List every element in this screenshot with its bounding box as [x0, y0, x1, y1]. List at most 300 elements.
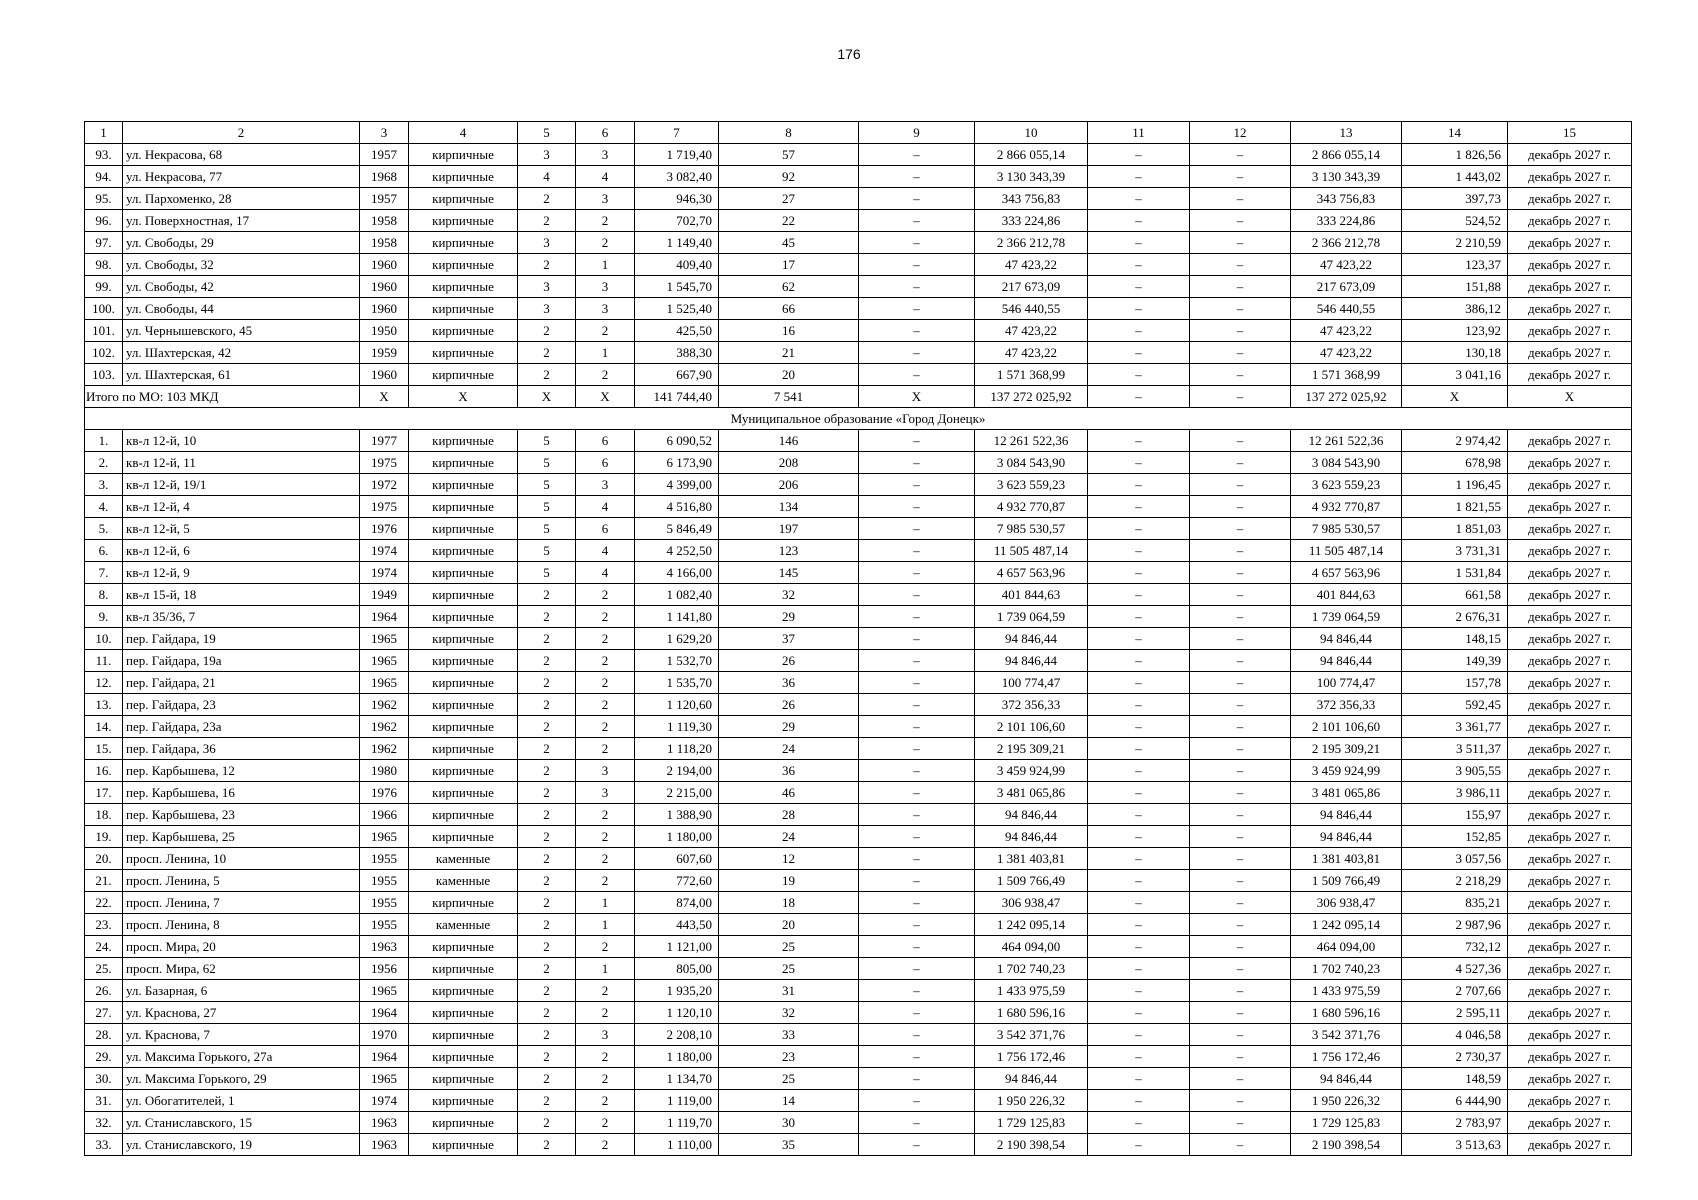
- deadline-cell: декабрь 2027 г.: [1508, 1068, 1632, 1090]
- col12-cell: –: [1190, 826, 1291, 848]
- entrances-cell: 2: [576, 628, 635, 650]
- entrances-cell: 4: [576, 540, 635, 562]
- col9-cell: –: [859, 694, 975, 716]
- col12-cell: –: [1190, 738, 1291, 760]
- col9-cell: –: [859, 166, 975, 188]
- wall-material-cell: кирпичные: [409, 496, 518, 518]
- entrances-cell: 2: [576, 694, 635, 716]
- total-cost-cell: 2 866 055,14: [1291, 144, 1402, 166]
- housing-register-table: [84, 121, 1632, 1156]
- col11-cell: –: [1088, 320, 1190, 342]
- col12-cell: –: [1190, 606, 1291, 628]
- year-cell: 1964: [360, 1002, 409, 1024]
- area-cell: 607,60: [635, 848, 719, 870]
- deadline-cell: декабрь 2027 г.: [1508, 628, 1632, 650]
- table-row: [85, 628, 1632, 650]
- row-number-cell: 31.: [85, 1090, 123, 1112]
- cost-per-unit-cell: 130,18: [1402, 342, 1508, 364]
- area-cell: 946,30: [635, 188, 719, 210]
- residents-cell: 66: [719, 298, 859, 320]
- total-cost-cell: 94 846,44: [1291, 1068, 1402, 1090]
- address-cell: кв-л 12-й, 9: [123, 562, 360, 584]
- wall-material-cell: кирпичные: [409, 166, 518, 188]
- address-cell: ул. Некрасова, 68: [123, 144, 360, 166]
- col12-cell: –: [1190, 562, 1291, 584]
- col11-cell: –: [1088, 782, 1190, 804]
- col9-cell: –: [859, 892, 975, 914]
- deadline-cell: декабрь 2027 г.: [1508, 452, 1632, 474]
- entrances-cell: 2: [576, 1046, 635, 1068]
- total-cost-cell: 3 623 559,23: [1291, 474, 1402, 496]
- area-cell: 805,00: [635, 958, 719, 980]
- entrances-cell: 2: [576, 606, 635, 628]
- col11-cell: –: [1088, 166, 1190, 188]
- wall-material-cell: кирпичные: [409, 694, 518, 716]
- col9-cell: –: [859, 342, 975, 364]
- area-cell: 1 535,70: [635, 672, 719, 694]
- deadline-cell: декабрь 2027 г.: [1508, 430, 1632, 452]
- col12-cell: –: [1190, 1068, 1291, 1090]
- col11-cell: –: [1088, 980, 1190, 1002]
- table-row: [85, 342, 1632, 364]
- col9-cell: –: [859, 496, 975, 518]
- total-cost-cell: 47 423,22: [1291, 342, 1402, 364]
- col9-cell: –: [859, 606, 975, 628]
- year-cell: 1955: [360, 870, 409, 892]
- entrances-cell: 2: [576, 1134, 635, 1156]
- col9-cell: –: [859, 364, 975, 386]
- residents-cell: 29: [719, 606, 859, 628]
- cost-per-unit-cell: 148,59: [1402, 1068, 1508, 1090]
- row-number-cell: 27.: [85, 1002, 123, 1024]
- cost-cell: 1 509 766,49: [975, 870, 1088, 892]
- entrances-cell: 2: [576, 980, 635, 1002]
- col11-cell: –: [1088, 936, 1190, 958]
- residents-cell: 32: [719, 584, 859, 606]
- address-cell: ул. Краснова, 27: [123, 1002, 360, 1024]
- residents-cell: 24: [719, 738, 859, 760]
- cost-cell: 94 846,44: [975, 804, 1088, 826]
- table-row: [85, 694, 1632, 716]
- floors-cell: 2: [518, 210, 576, 232]
- table-cell: 11: [1088, 122, 1190, 144]
- col9-cell: –: [859, 474, 975, 496]
- floors-cell: 2: [518, 584, 576, 606]
- year-cell: 1957: [360, 144, 409, 166]
- total-cost-cell: 3 084 543,90: [1291, 452, 1402, 474]
- table-row: [85, 474, 1632, 496]
- cost-cell: 94 846,44: [975, 650, 1088, 672]
- cost-per-unit-cell: 732,12: [1402, 936, 1508, 958]
- floors-cell: 2: [518, 1002, 576, 1024]
- floors-cell: 2: [518, 1090, 576, 1112]
- col11-cell: –: [1088, 188, 1190, 210]
- cost-per-unit-cell: 2 987,96: [1402, 914, 1508, 936]
- col9-cell: –: [859, 584, 975, 606]
- residents-cell: 145: [719, 562, 859, 584]
- year-cell: 1972: [360, 474, 409, 496]
- col12-cell: –: [1190, 474, 1291, 496]
- residents-cell: 92: [719, 166, 859, 188]
- col11-cell: –: [1088, 1024, 1190, 1046]
- cost-cell: 47 423,22: [975, 320, 1088, 342]
- entrances-cell: 2: [576, 584, 635, 606]
- col9-cell: –: [859, 936, 975, 958]
- area-cell: 2 215,00: [635, 782, 719, 804]
- floors-cell: 3: [518, 144, 576, 166]
- table-row: [85, 958, 1632, 980]
- residents-cell: 208: [719, 452, 859, 474]
- residents-cell: 19: [719, 870, 859, 892]
- cost-per-unit-cell: 3 361,77: [1402, 716, 1508, 738]
- cost-cell: 12 261 522,36: [975, 430, 1088, 452]
- table-cell: 9: [859, 122, 975, 144]
- address-cell: пер. Гайдара, 19: [123, 628, 360, 650]
- residents-cell: 23: [719, 1046, 859, 1068]
- area-cell: 1 118,20: [635, 738, 719, 760]
- wall-material-cell: кирпичные: [409, 188, 518, 210]
- year-cell: 1958: [360, 210, 409, 232]
- deadline-cell: декабрь 2027 г.: [1508, 826, 1632, 848]
- row-number-cell: 96.: [85, 210, 123, 232]
- residents-cell: 29: [719, 716, 859, 738]
- deadline-cell: декабрь 2027 г.: [1508, 1024, 1632, 1046]
- area-cell: 1 119,30: [635, 716, 719, 738]
- floors-cell: 2: [518, 1046, 576, 1068]
- col11-cell: –: [1088, 1046, 1190, 1068]
- col11-cell: –: [1088, 694, 1190, 716]
- table-row: [85, 1090, 1632, 1112]
- floors-cell: 2: [518, 650, 576, 672]
- col12-cell: –: [1190, 980, 1291, 1002]
- col11-cell: –: [1088, 804, 1190, 826]
- row-number-cell: 12.: [85, 672, 123, 694]
- entrances-cell: 2: [576, 1090, 635, 1112]
- cost-per-unit-cell: 1 821,55: [1402, 496, 1508, 518]
- cost-cell: 1 950 226,32: [975, 1090, 1088, 1112]
- cost-per-unit-cell: 155,97: [1402, 804, 1508, 826]
- area-cell: 388,30: [635, 342, 719, 364]
- table-cell: 14: [1402, 122, 1508, 144]
- cost-per-unit-cell: 1 531,84: [1402, 562, 1508, 584]
- entrances-cell: 2: [576, 738, 635, 760]
- deadline-cell: декабрь 2027 г.: [1508, 606, 1632, 628]
- year-cell: 1964: [360, 1046, 409, 1068]
- year-cell: 1965: [360, 1068, 409, 1090]
- cost-per-unit-cell: 4 046,58: [1402, 1024, 1508, 1046]
- table-cell: 7: [635, 122, 719, 144]
- entrances-cell: 6: [576, 518, 635, 540]
- table-row: [85, 276, 1632, 298]
- row-number-cell: 6.: [85, 540, 123, 562]
- wall-material-cell: кирпичные: [409, 804, 518, 826]
- cost-cell: 47 423,22: [975, 254, 1088, 276]
- residents-cell: 62: [719, 276, 859, 298]
- cost-cell: 3 130 343,39: [975, 166, 1088, 188]
- total-cost-cell: 372 356,33: [1291, 694, 1402, 716]
- cost-cell: 94 846,44: [975, 826, 1088, 848]
- col11-cell: –: [1088, 672, 1190, 694]
- year-cell: 1975: [360, 452, 409, 474]
- year-cell: 1965: [360, 672, 409, 694]
- entrances-cell: 2: [576, 210, 635, 232]
- row-number-cell: 101.: [85, 320, 123, 342]
- address-cell: ул. Станиславского, 19: [123, 1134, 360, 1156]
- col11-cell: –: [1088, 892, 1190, 914]
- table-row: [85, 166, 1632, 188]
- col9-cell: –: [859, 430, 975, 452]
- total-cost-cell: 2 101 106,60: [1291, 716, 1402, 738]
- address-cell: просп. Ленина, 8: [123, 914, 360, 936]
- table-cell: 6: [576, 122, 635, 144]
- total-cost-cell: 1 381 403,81: [1291, 848, 1402, 870]
- area-cell: 1 121,00: [635, 936, 719, 958]
- cost-cell: 343 756,83: [975, 188, 1088, 210]
- cost-cell: 3 623 559,23: [975, 474, 1088, 496]
- entrances-cell: 1: [576, 958, 635, 980]
- col9-cell: –: [859, 628, 975, 650]
- col9-cell: –: [859, 826, 975, 848]
- area-cell: 1 935,20: [635, 980, 719, 1002]
- col12-cell: –: [1190, 1112, 1291, 1134]
- floors-cell: 2: [518, 694, 576, 716]
- col9-cell: –: [859, 958, 975, 980]
- wall-material-cell: кирпичные: [409, 606, 518, 628]
- entrances-cell: 1: [576, 892, 635, 914]
- wall-material-cell: кирпичные: [409, 144, 518, 166]
- floors-cell: 2: [518, 870, 576, 892]
- area-cell: 667,90: [635, 364, 719, 386]
- cost-cell: 401 844,63: [975, 584, 1088, 606]
- col9-cell: –: [859, 254, 975, 276]
- cost-per-unit-cell: 1 826,56: [1402, 144, 1508, 166]
- floors-cell: 5: [518, 540, 576, 562]
- year-cell: 1960: [360, 254, 409, 276]
- wall-material-cell: кирпичные: [409, 276, 518, 298]
- cost-per-unit-cell: 148,15: [1402, 628, 1508, 650]
- total-cost-cell: 1 680 596,16: [1291, 1002, 1402, 1024]
- row-number-cell: 95.: [85, 188, 123, 210]
- address-cell: пер. Гайдара, 23: [123, 694, 360, 716]
- total-cost-cell: 3 459 924,99: [1291, 760, 1402, 782]
- address-cell: кв-л 35/36, 7: [123, 606, 360, 628]
- wall-material-cell: кирпичные: [409, 518, 518, 540]
- floors-cell: 2: [518, 188, 576, 210]
- table-cell: 4: [409, 122, 518, 144]
- deadline-cell: декабрь 2027 г.: [1508, 782, 1632, 804]
- col11-cell: –: [1088, 760, 1190, 782]
- area-cell: 1 082,40: [635, 584, 719, 606]
- cost-per-unit-cell: 2 707,66: [1402, 980, 1508, 1002]
- address-cell: ул. Максима Горького, 29: [123, 1068, 360, 1090]
- residents-cell: 134: [719, 496, 859, 518]
- row-number-cell: 32.: [85, 1112, 123, 1134]
- wall-material-cell: кирпичные: [409, 716, 518, 738]
- area-cell: 874,00: [635, 892, 719, 914]
- floors-cell: 5: [518, 430, 576, 452]
- col11-cell: –: [1088, 496, 1190, 518]
- address-cell: ул. Свободы, 42: [123, 276, 360, 298]
- col9-cell: –: [859, 650, 975, 672]
- address-cell: ул. Шахтерская, 61: [123, 364, 360, 386]
- col11-cell: –: [1088, 606, 1190, 628]
- cost-per-unit-cell: 149,39: [1402, 650, 1508, 672]
- col12-cell: –: [1190, 430, 1291, 452]
- wall-material-cell: кирпичные: [409, 474, 518, 496]
- table-row: [85, 320, 1632, 342]
- wall-material-cell: кирпичные: [409, 1134, 518, 1156]
- col11-cell: –: [1088, 848, 1190, 870]
- table-row: [85, 210, 1632, 232]
- cost-per-unit-cell: 678,98: [1402, 452, 1508, 474]
- col9-cell: –: [859, 1046, 975, 1068]
- year-cell: 1974: [360, 1090, 409, 1112]
- year-cell: 1955: [360, 892, 409, 914]
- cost-cell: 372 356,33: [975, 694, 1088, 716]
- residents-cell: 25: [719, 936, 859, 958]
- cost-per-unit-cell: 835,21: [1402, 892, 1508, 914]
- year-cell: 1970: [360, 1024, 409, 1046]
- wall-material-cell: каменные: [409, 848, 518, 870]
- residents-cell: 14: [719, 1090, 859, 1112]
- col11-cell: –: [1088, 1002, 1190, 1024]
- wall-material-cell: кирпичные: [409, 738, 518, 760]
- cost-cell: 2 195 309,21: [975, 738, 1088, 760]
- col11-cell: –: [1088, 716, 1190, 738]
- residents-cell: 26: [719, 650, 859, 672]
- deadline-cell: декабрь 2027 г.: [1508, 914, 1632, 936]
- deadline-cell: декабрь 2027 г.: [1508, 364, 1632, 386]
- col9-cell: –: [859, 518, 975, 540]
- row-number-cell: 16.: [85, 760, 123, 782]
- section-title: Муниципальное образование «Город Донецк»: [85, 408, 1632, 430]
- address-cell: пер. Гайдара, 19а: [123, 650, 360, 672]
- row-number-cell: 29.: [85, 1046, 123, 1068]
- deadline-cell: декабрь 2027 г.: [1508, 276, 1632, 298]
- address-cell: кв-л 15-й, 18: [123, 584, 360, 606]
- wall-material-cell: кирпичные: [409, 210, 518, 232]
- residents-cell: 16: [719, 320, 859, 342]
- col11-cell: –: [1088, 430, 1190, 452]
- table-cell: X: [1402, 386, 1508, 408]
- total-row: [85, 386, 1632, 408]
- residents-cell: 35: [719, 1134, 859, 1156]
- row-number-cell: 7.: [85, 562, 123, 584]
- deadline-cell: декабрь 2027 г.: [1508, 672, 1632, 694]
- wall-material-cell: каменные: [409, 870, 518, 892]
- wall-material-cell: кирпичные: [409, 650, 518, 672]
- total-cost-cell: 1 739 064,59: [1291, 606, 1402, 628]
- deadline-cell: декабрь 2027 г.: [1508, 870, 1632, 892]
- table-cell: X: [409, 386, 518, 408]
- address-cell: ул. Станиславского, 15: [123, 1112, 360, 1134]
- year-cell: 1965: [360, 980, 409, 1002]
- cost-per-unit-cell: 1 851,03: [1402, 518, 1508, 540]
- row-number-cell: 25.: [85, 958, 123, 980]
- total-cost-cell: 2 195 309,21: [1291, 738, 1402, 760]
- wall-material-cell: кирпичные: [409, 782, 518, 804]
- row-number-cell: 3.: [85, 474, 123, 496]
- floors-cell: 2: [518, 980, 576, 1002]
- total-cost-cell: 401 844,63: [1291, 584, 1402, 606]
- table-row: [85, 606, 1632, 628]
- table-row: [85, 254, 1632, 276]
- floors-cell: 2: [518, 1024, 576, 1046]
- deadline-cell: декабрь 2027 г.: [1508, 584, 1632, 606]
- floors-cell: 2: [518, 716, 576, 738]
- cost-per-unit-cell: 2 783,97: [1402, 1112, 1508, 1134]
- entrances-cell: 2: [576, 804, 635, 826]
- deadline-cell: декабрь 2027 г.: [1508, 1112, 1632, 1134]
- entrances-cell: 3: [576, 474, 635, 496]
- total-cost-cell: 3 130 343,39: [1291, 166, 1402, 188]
- total-cost-cell: 1 756 172,46: [1291, 1046, 1402, 1068]
- address-cell: ул. Максима Горького, 27а: [123, 1046, 360, 1068]
- wall-material-cell: кирпичные: [409, 936, 518, 958]
- address-cell: ул. Свободы, 29: [123, 232, 360, 254]
- cost-cell: 11 505 487,14: [975, 540, 1088, 562]
- table-cell: X: [1508, 386, 1632, 408]
- area-cell: 4 252,50: [635, 540, 719, 562]
- table-row: [85, 914, 1632, 936]
- cost-per-unit-cell: 151,88: [1402, 276, 1508, 298]
- address-cell: пер. Карбышева, 23: [123, 804, 360, 826]
- area-cell: 425,50: [635, 320, 719, 342]
- address-cell: ул. Поверхностная, 17: [123, 210, 360, 232]
- col12-cell: –: [1190, 804, 1291, 826]
- col12-cell: –: [1190, 936, 1291, 958]
- row-number-cell: 13.: [85, 694, 123, 716]
- col11-cell: –: [1088, 1134, 1190, 1156]
- address-cell: ул. Обогатителей, 1: [123, 1090, 360, 1112]
- residents-cell: 46: [719, 782, 859, 804]
- row-number-cell: 17.: [85, 782, 123, 804]
- col12-cell: –: [1190, 870, 1291, 892]
- address-cell: кв-л 12-й, 11: [123, 452, 360, 474]
- table-body: [85, 122, 1632, 1156]
- col12-cell: –: [1190, 452, 1291, 474]
- col11-cell: –: [1088, 364, 1190, 386]
- floors-cell: 2: [518, 914, 576, 936]
- entrances-cell: 4: [576, 496, 635, 518]
- col12-cell: –: [1190, 166, 1291, 188]
- address-cell: просп. Мира, 62: [123, 958, 360, 980]
- wall-material-cell: кирпичные: [409, 540, 518, 562]
- col12-cell: –: [1190, 760, 1291, 782]
- year-cell: 1968: [360, 166, 409, 188]
- row-number-cell: 2.: [85, 452, 123, 474]
- area-cell: 1 629,20: [635, 628, 719, 650]
- area-cell: 1 110,00: [635, 1134, 719, 1156]
- cost-per-unit-cell: 3 986,11: [1402, 782, 1508, 804]
- row-number-cell: 98.: [85, 254, 123, 276]
- residents-cell: 18: [719, 892, 859, 914]
- page-number: 176: [837, 46, 861, 62]
- deadline-cell: декабрь 2027 г.: [1508, 540, 1632, 562]
- wall-material-cell: кирпичные: [409, 1068, 518, 1090]
- col12-cell: –: [1190, 1090, 1291, 1112]
- col11-cell: –: [1088, 738, 1190, 760]
- cost-per-unit-cell: 1 196,45: [1402, 474, 1508, 496]
- column-number-row: [85, 122, 1632, 144]
- cost-cell: 2 866 055,14: [975, 144, 1088, 166]
- col11-cell: –: [1088, 298, 1190, 320]
- area-cell: 1 141,80: [635, 606, 719, 628]
- entrances-cell: 3: [576, 276, 635, 298]
- table-row: [85, 826, 1632, 848]
- table-cell: 141 744,40: [635, 386, 719, 408]
- entrances-cell: 2: [576, 870, 635, 892]
